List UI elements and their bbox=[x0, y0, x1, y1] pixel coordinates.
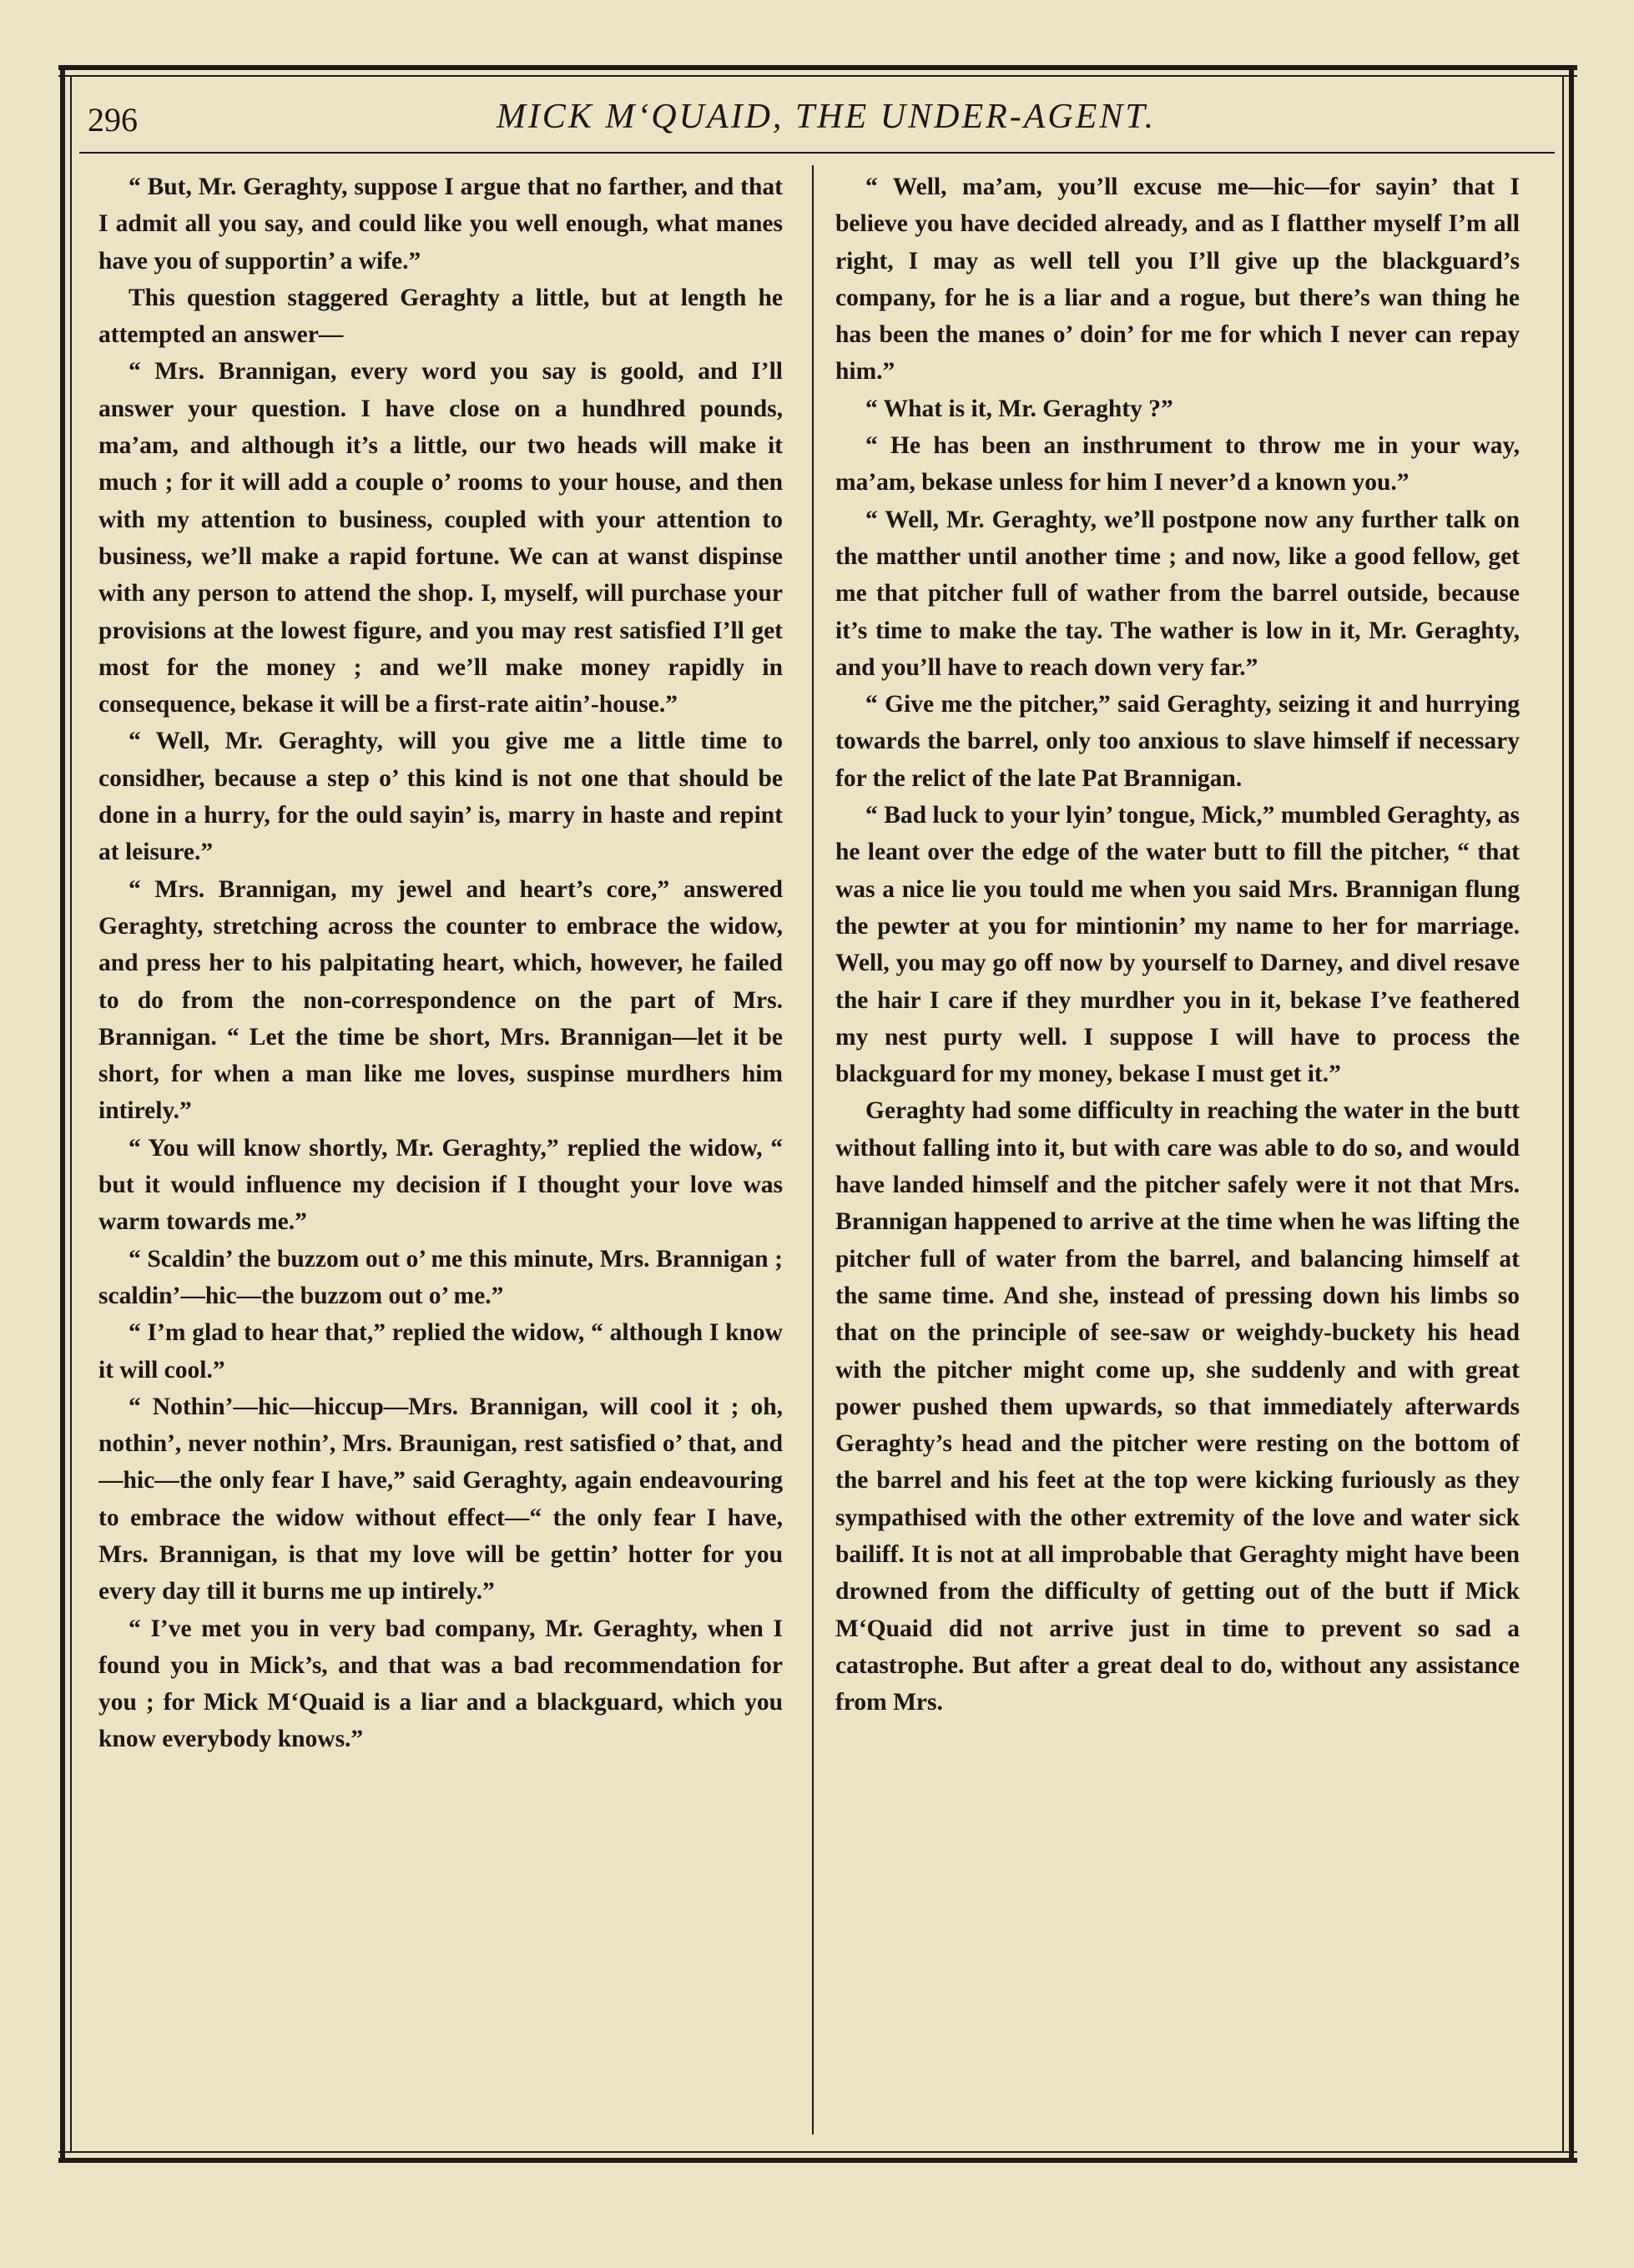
frame-top-rule-thick bbox=[58, 65, 1577, 70]
paragraph: “ Well, ma’am, you’ll excuse me—hic—for sayin’ that I believe you have decided already, and as I flatther myself I’m all right, I may as well tell you I’ll give up the blackguard’s company, for he is a liar and a rogue, but there’s wan thing he has been the manes o’ doin’ for me for which I never can repay him.” bbox=[835, 174, 1520, 386]
paragraph: “ Scaldin’ the buzzom out o’ me this minute, Mrs. Brannigan ; scaldin’—hic—the buzzom out o’ me.” bbox=[98, 1245, 783, 1309]
left-column bbox=[98, 169, 783, 2113]
paragraph: “ I’m glad to hear that,” replied the widow, “ although I know it will cool.” bbox=[98, 1319, 783, 1383]
paragraph: Geraghty had some difficulty in reaching the water in the butt without falling into it, but with care was able to do so, and would have landed himself and the pitcher safely were it not that Mrs. Brannigan happened to arrive at the time when he was lifting the pitcher full of water from the barrel, and balancing himself at the same time. And she, instead of pressing down his limbs so that on the principle of see-saw or weighdy-buckety his head with the pitcher might come up, she suddenly and with great power pushed them upwards, so that immediately afterwards Geraghty’s head and the pitcher were resting on the bottom of the barrel and his feet at the top were kicking furiously as they sympathised with the other extremity of the love and water sick bailiff. It is not at all improbable that Geraghty might have been drowned from the difficulty of getting out of the butt if Mick M‘Quaid did not arrive just in time to prevent so sad a catastrophe. But after a great deal to do, without any assistance from Mrs. bbox=[835, 1097, 1520, 1716]
paragraph: “ Mrs. Brannigan, every word you say is goold, and I’ll answer your question. I have close on a hundhred pounds, ma’am, and although it’s a little, our two heads will make it much ; for it will add a couple o’ rooms to your house, and then with my attention to business, coupled with your attention to business, we’ll make a rapid fortune. We can at wanst dispinse with any person to attend the shop. I, myself, will purchase your provisions at the lowest figure, and you may rest satisfied I’ll get most for the money ; and we’ll make money rapidly in consequence, bekase it will be a first-rate aitin’-house.” bbox=[98, 358, 783, 718]
paragraph: This question staggered Geraghty a little, but at length he attempted an answer— bbox=[98, 284, 783, 349]
paragraph: “ Give me the pitcher,” said Geraghty, seizing it and hurrying towards the barrel, only too anxious to slave himself if necessary for the relict of the late Pat Brannigan. bbox=[835, 691, 1520, 792]
paragraph: “ He has been an insthrument to throw me in your way, ma’am, bekase unless for him I never’d a known you.” bbox=[835, 432, 1520, 496]
page-number: 296 bbox=[88, 101, 138, 139]
paragraph: “ You will know shortly, Mr. Geraghty,” replied the widow, “ but it would influence my decision if I thought your love was warm towards me.” bbox=[98, 1134, 783, 1236]
paragraph: “ Bad luck to your lyin’ tongue, Mick,” mumbled Geraghty, as he leant over the edge of the water butt to fill the pitcher, “ that was a nice lie you tould me when you said Mrs. Brannigan flung the pewter at you for mintionin’ my name to her for marriage. Well, you may go off now by yourself to Darney, and divel resave the hair I care if they murdher you in it, bekase I’ve feathered my nest purty well. I suppose I will have to process the blackguard for my money, bekase I must get it.” bbox=[835, 802, 1520, 1088]
frame-left-rule-thin bbox=[70, 77, 72, 2151]
header-rule bbox=[79, 152, 1555, 154]
running-title: MICK M‘QUAID, THE UNDER-AGENT. bbox=[496, 98, 1157, 136]
frame-bottom-rule-thin bbox=[58, 2151, 1577, 2153]
paragraph: “ But, Mr. Geraghty, suppose I argue that no farther, and that I admit all you say, and could like you well enough, what manes have you of supportin’ a wife.” bbox=[98, 174, 783, 275]
frame-bottom-rule-thick bbox=[58, 2158, 1577, 2163]
paragraph: “ Well, Mr. Geraghty, will you give me a little time to considher, because a step o’ this kind is not one that should be done in a hurry, for the ould sayin’ is, marry in haste and repint at leisure.” bbox=[98, 728, 783, 866]
frame-right-rule-thin bbox=[1562, 77, 1564, 2151]
right-column bbox=[835, 169, 1520, 2113]
frame-right-rule-thick bbox=[1569, 65, 1574, 2163]
column-divider bbox=[812, 165, 814, 2134]
paragraph: “ I’ve met you in very bad company, Mr. Geraghty, when I found you in Mick’s, and that was a bad recommendation for you ; for Mick M‘Quaid is a liar and a blackguard, which you know everybody knows.” bbox=[98, 1615, 783, 1753]
frame-top-rule-thin bbox=[58, 75, 1577, 77]
paragraph: “ Nothin’—hic—hiccup—Mrs. Brannigan, will cool it ; oh, nothin’, never nothin’, Mrs. Braunigan, rest satisfied o’ that, and—hic—the only fear I have,” said Geraghty, again endeavouring to embrace the widow without effect—“ the only fear I have, Mrs. Brannigan, is that my love will be gettin’ hotter for you every day till it burns me up intirely.” bbox=[98, 1393, 783, 1605]
paragraph: “ Well, Mr. Geraghty, we’ll postpone now any further talk on the matther until another time ; and now, like a good fellow, get me that pitcher full of wather from the barrel outside, because it’s time to make the tay. The wather is low in it, Mr. Geraghty, and you’ll have to reach down very far.” bbox=[835, 506, 1520, 681]
running-head bbox=[79, 83, 1573, 150]
frame-left-rule-thick bbox=[60, 65, 65, 2163]
paragraph: “ What is it, Mr. Geraghty ?” bbox=[865, 395, 1173, 422]
paragraph: “ Mrs. Brannigan, my jewel and heart’s core,” answered Geraghty, stretching across the counter to embrace the widow, and press her to his palpitating heart, which, however, he failed to do from the non-correspondence on the part of Mrs. Brannigan. “ Let the time be short, Mrs. Brannigan—let it be short, for when a man like me loves, suspinse murdhers him intirely.” bbox=[98, 875, 783, 1125]
